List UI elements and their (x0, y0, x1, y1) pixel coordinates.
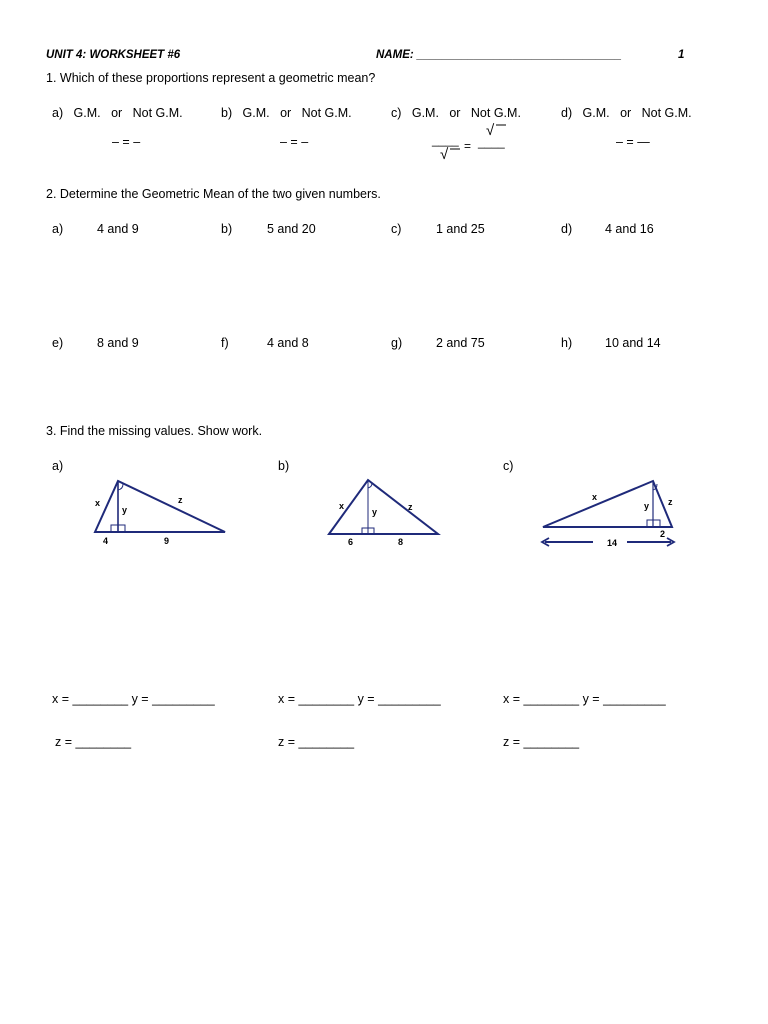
or-text: or (111, 106, 123, 120)
q2-item-c-text: 1 and 25 (436, 222, 485, 236)
q2-item-e-text: 8 and 9 (97, 336, 139, 350)
proportion-c-left-numerator: ____ (432, 133, 459, 147)
or-text: or (620, 106, 632, 120)
option-letter: a) (52, 106, 64, 120)
answer-b-z: z = ________ (278, 735, 355, 749)
proportion-a: – = – (112, 135, 141, 149)
or-text: or (449, 106, 461, 120)
option-letter: c) (391, 106, 402, 120)
q2-item-d-text: 4 and 16 (605, 222, 654, 236)
gm-choice: G.M. (582, 106, 610, 120)
triangle-a-outline (95, 481, 225, 532)
q3-part-a-letter: a) (52, 459, 64, 473)
q2-item-f-text: 4 and 8 (267, 336, 309, 350)
triangle-c-diagram (535, 475, 685, 555)
proportion-d: – = — (616, 135, 650, 149)
label-right-segment: 9 (164, 536, 170, 546)
q2-item-g-text: 2 and 75 (436, 336, 485, 350)
triangle-b-diagram (320, 475, 450, 555)
q2-item-c-letter: c) (391, 222, 402, 236)
q2-item-d-letter: d) (561, 222, 573, 236)
label-z: z (668, 497, 673, 507)
label-x: x (339, 501, 345, 511)
question-1-prompt: 1. Which of these proportions represent a geometric mean? (46, 71, 376, 85)
triangle-b-outline (329, 480, 438, 534)
q2-item-h-letter: h) (561, 336, 573, 350)
proportion-c-equals: = (464, 139, 472, 153)
q2-item-e-letter: e) (52, 336, 64, 350)
q2-item-b-text: 5 and 20 (267, 222, 316, 236)
q2-item-h-text: 10 and 14 (605, 336, 661, 350)
q2-item-f-letter: f) (221, 336, 229, 350)
label-y: y (122, 505, 128, 515)
gm-choice: G.M. (73, 106, 101, 120)
label-right-segment: 2 (660, 529, 666, 539)
gm-choice: G.M. (242, 106, 270, 120)
q3-part-b-letter: b) (278, 459, 290, 473)
q2-item-a-text: 4 and 9 (97, 222, 139, 236)
proportion-c-right-radical: √ (486, 122, 495, 139)
answer-c-xy: x = ________ y = _________ (503, 692, 666, 706)
question-2-prompt: 2. Determine the Geometric Mean of the two given numbers. (46, 187, 381, 201)
answer-a-z: z = ________ (55, 735, 132, 749)
q1-option-b (221, 106, 352, 120)
q1-option-d (561, 106, 692, 120)
radical-overline-left (440, 146, 480, 166)
q1-option-a (52, 106, 183, 120)
answer-c-z: z = ________ (503, 735, 580, 749)
not-gm-choice: Not G.M. (132, 106, 183, 120)
label-x: x (95, 498, 101, 508)
label-y: y (372, 507, 378, 517)
label-bottom-length: 14 (607, 538, 618, 548)
q2-item-b-letter: b) (221, 222, 233, 236)
q3-part-c-letter: c) (503, 459, 514, 473)
label-left-segment: 6 (348, 537, 354, 547)
or-text: or (280, 106, 292, 120)
answer-a-xy: x = ________ y = _________ (52, 692, 215, 706)
label-x: x (592, 492, 598, 502)
not-gm-choice: Not G.M. (641, 106, 692, 120)
gm-choice: G.M. (411, 106, 439, 120)
proportion-c-right-denominator: ____ (478, 135, 505, 149)
proportion-c-left-radical: √ (440, 146, 449, 163)
q1-option-c (391, 106, 521, 120)
label-y: y (644, 501, 650, 511)
option-letter: b) (221, 106, 233, 120)
worksheet-title: UNIT 4: WORKSHEET #6 (46, 49, 181, 61)
label-z: z (408, 502, 413, 512)
answer-b-xy: x = ________ y = _________ (278, 692, 441, 706)
page-number: 1 (678, 49, 685, 61)
proportion-b: – = – (280, 135, 309, 149)
radical-overline-right (486, 122, 526, 142)
label-z: z (178, 495, 183, 505)
name-field-label: NAME: ________________________________ (376, 49, 622, 61)
label-left-segment: 4 (103, 536, 109, 546)
question-3-prompt: 3. Find the missing values. Show work. (46, 424, 263, 438)
not-gm-choice: Not G.M. (301, 106, 352, 120)
label-right-segment: 8 (398, 537, 404, 547)
q2-item-g-letter: g) (391, 336, 403, 350)
not-gm-choice: Not G.M. (470, 106, 521, 120)
triangle-a-diagram (85, 475, 235, 555)
q2-item-a-letter: a) (52, 222, 64, 236)
option-letter: d) (561, 106, 573, 120)
